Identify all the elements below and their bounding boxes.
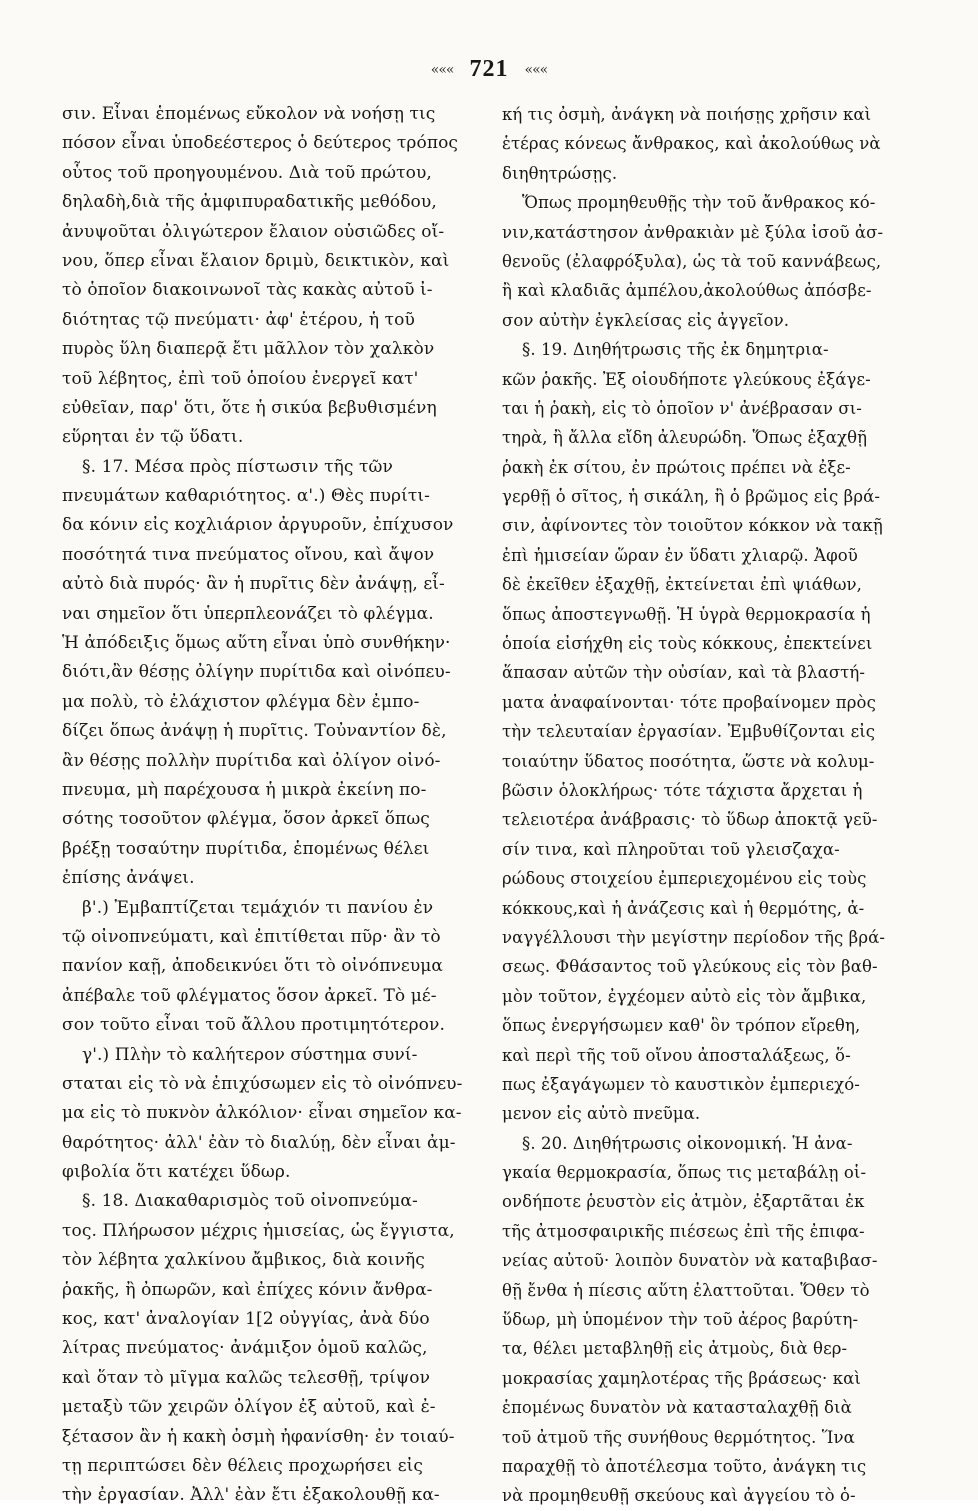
text-line: ῥακῆς, ἢ ὀπωρῶν, καὶ ἐπίχες κόνιν ἄνθρα-	[62, 1279, 433, 1300]
text-line: μα πολὺ, τὸ ἐλάχιστον φλέγμα δὲν ἐμπο-	[62, 691, 420, 712]
text-line: σίν τινα, καὶ πληροῦται τοῦ γλεισζαχα-	[502, 839, 840, 859]
text-line: δα κόνιν εἰς κοχλιάριον ἀργυροῦν, ἐπίχυσον	[62, 515, 454, 536]
text-line: ἂν θέσῃς πολλὴν πυρίτιδα καὶ ὀλίγον οἰνό-	[62, 750, 441, 771]
text-line: τοῦ ἀτμοῦ τῆς συνήθους θερμότητος. Ἵνα	[502, 1427, 855, 1447]
text-line: ξέτασον ἂν ἡ κακὴ ὀσμὴ ἠφανίσθη· ἐν τοιαύ-	[62, 1426, 455, 1447]
text-line: γ'.) Πλὴν τὸ καλήτερον σύστημα συνί-	[82, 1044, 418, 1065]
text-line: γερθῇ ὁ σῖτος, ἡ σικάλη, ἢ ὁ βρῶμος εἰς βρά-	[502, 487, 881, 507]
text-line: ἀπέβαλε τοῦ φλέγματος ὅσον ἀρκεῖ. Τὸ μέ-	[62, 985, 437, 1006]
text-line: σιν, ἀφίνοντες τὸν τοιοῦτον κόκκον νὰ τακῇ	[502, 516, 883, 536]
text-line: τὸ ὁποῖον διακοινωνοῖ τὰς κακὰς αὐτοῦ ἰ-	[62, 280, 433, 301]
text-line: λίτρας πνεύματος· ἀνάμιξον ὁμοῦ καλῶς,	[62, 1338, 428, 1359]
text-line: ὅπως ἐνεργήσωμεν καθ' ὃν τρόπον εἴρεθη,	[502, 1016, 861, 1036]
text-line: τοιαύτην ὕδατος ποσότητα, ὥστε νὰ κολυμ-	[502, 751, 875, 771]
text-line: μενον εἰς αὐτὸ πνεῦμα.	[502, 1104, 701, 1124]
text-line: παραχθῇ τὸ ἀποτέλεσμα τοῦτο, ἀνάγκη τις	[502, 1456, 867, 1476]
text-line: ἢ καὶ κλαδιᾶς ἀμπέλου,ἀκολούθως ἀπόσβε-	[502, 281, 872, 301]
text-line: πόσον εἶναι ὑποδεέστερος ὁ δεύτερος τρόπος	[62, 133, 459, 154]
text-line: τος. Πλήρωσον μέχρις ἡμισείας, ὡς ἔγγιστα,	[62, 1220, 455, 1241]
text-line: ἅπασαν αὐτῶν τὴν οὐσίαν, καὶ τὰ βλαστή-	[502, 663, 866, 683]
text-line: θενοῦς (ἐλαφρόξυλα), ὡς τὰ τοῦ καννάβεως,	[502, 251, 882, 271]
text-line: θῇ ἔνθα ἡ πίεσις αὕτη ἐλαττοῦται. Ὅθεν τὸ	[502, 1280, 870, 1300]
page-header	[0, 56, 978, 83]
text-line: §. 17. Μέσα πρὸς πίστωσιν τῆς τῶν	[82, 456, 393, 477]
text-line: τηρὰ, ἢ ἄλλα εἴδη ἀλευρώδη. Ὅπως ἐξαχθῇ	[502, 428, 868, 448]
text-line: νείας αὐτοῦ· λοιπὸν δυνατὸν νὰ καταβιβασ-	[502, 1251, 878, 1271]
text-line: ονδήποτε ῥευστὸν εἰς ἀτμὸν, ἐξαρτᾶται ἐκ	[502, 1192, 865, 1212]
text-line: πυρὸς ὕλη διαπερᾷ ἔτι μᾶλλον τὸν χαλκὸν	[62, 339, 435, 360]
text-line: ῥακὴ ἐκ σίτου, ἐν πρώτοις πρέπει νὰ ἐξε-	[502, 457, 851, 477]
text-line: τὸν λέβητα χαλκίνου ἄμβικος, διὰ κοινῆς	[62, 1250, 425, 1271]
text-line: αὐτὸ διὰ πυρός· ἂν ἡ πυρῖτις δὲν ἀνάψῃ, εἶ-	[62, 574, 445, 595]
text-line: τῆς ἀτμοσφαιρικῆς πιέσεως ἐπὶ τῆς ἐπιφα-	[502, 1221, 865, 1241]
text-line: σταται εἰς τὸ νὰ ἐπιχύσωμεν εἰς τὸ οἰνόπνευ-	[62, 1073, 463, 1094]
text-line: ἑτέρας κόνεως ἄνθρακος, καὶ ἀκολούθως νὰ	[502, 134, 881, 154]
text-line: μεταξὺ τῶν χειρῶν ὀλίγον ἐξ αὐτοῦ, καὶ ἐ-	[62, 1397, 436, 1418]
text-line: δηλαδὴ,διὰ τῆς ἀμφιπυραδατικῆς μεθόδου,	[62, 192, 437, 213]
text-line: διότι,ἂν θέσῃς ὀλίγην πυρίτιδα καὶ οἰνόπευ-	[62, 662, 451, 683]
text-line: πνευμάτων καθαριότητος. α'.) Θὲς πυρίτι-	[62, 486, 431, 507]
text-line: μα εἰς τὸ πυκνὸν ἀλκόλιον· εἶναι σημεῖον κα-	[62, 1103, 462, 1124]
text-line: εὐθεῖαν, παρ' ὅτι, ὅτε ἡ σικύα βεβυθισμένη	[62, 397, 437, 418]
ornament-right: «««	[524, 62, 548, 78]
text-line: ὁποία εἰσήχθη εἰς τοὺς κόκκους, ἐπεκτείνει	[502, 634, 873, 654]
text-line: καὶ περὶ τῆς τοῦ οἴνου ἀποσταλάξεως, ὅ-	[502, 1045, 851, 1065]
text-line: ὅπως ἀποστεγνωθῇ. Ἡ ὑγρὰ θερμοκρασία ἡ	[502, 604, 871, 624]
text-line: σεως. Φθάσαντος τοῦ γλεύκους εἰς τὸν βαθ-	[502, 957, 878, 977]
text-line: Ἡ ἀπόδειξις ὅμως αὕτη εἶναι ὑπὸ συνθήκην·	[62, 633, 451, 654]
text-line: δίζει ὅπως ἀνάψῃ ἡ πυρῖτις. Τοὐναντίον δὲ,	[62, 721, 447, 742]
text-line: πνευμα, μὴ παρέχουσα ἡ μικρὰ ἐκείνη πο-	[62, 779, 427, 800]
text-line: ται ἡ ῥακὴ, εἰς τὸ ὁποῖον ν' ἀνέβρασαν σι-	[502, 398, 862, 418]
ornament-left: «««	[430, 62, 454, 78]
text-line: εὕρηται ἐν τῷ ὕδατι.	[62, 427, 244, 448]
text-line: ὕδωρ, μὴ ὑπομένον τὴν τοῦ ἀέρος βαρύτη-	[502, 1310, 859, 1330]
text-line: σον τοῦτο εἶναι τοῦ ἄλλου προτιμητότερον.	[62, 1015, 445, 1036]
text-line: Ὅπως προμηθευθῇς τὴν τοῦ ἄνθρακος κό-	[522, 193, 876, 213]
text-line: γκαία θερμοκρασία, ὅπως τις μεταβάλῃ οἱ-	[502, 1163, 867, 1183]
text-line: διότητας τῷ πνεύματι· ἀφ' ἑτέρου, ἡ τοῦ	[62, 309, 415, 330]
text-line: τελειοτέρα ἀνάβρασις· τὸ ὕδωρ ἀποκτᾷ γεῦ-	[502, 810, 878, 830]
text-line: σιν. Εἶναι ἑπομένως εὔκολον νὰ νοήσῃ τις	[62, 104, 436, 124]
right-column	[502, 100, 920, 1511]
text-line: νὰ προμηθευθῇ σκεύους καὶ ἀγγείου τὸ ὁ-	[502, 1486, 856, 1506]
text-line: κή τις ὀσμὴ, ἀνάγκη νὰ ποιήσῃς χρῆσιν καὶ	[502, 105, 872, 124]
text-line: δὲ ἐκεῖθεν ἐξαχθῇ, ἐκτείνεται ἐπὶ ψιάθων,	[502, 575, 862, 595]
text-line: μοκρασίας χαμηλοτέρας τῆς βράσεως· καὶ	[502, 1368, 861, 1388]
text-line: τοῦ λέβητος, ἐπὶ τοῦ ὁποίου ἐνεργεῖ κατ'	[62, 368, 419, 389]
text-line: νιν,κατάστησον ἀνθρακιὰν μὲ ξύλα ἰσοῦ ἀσ-	[502, 222, 884, 242]
text-line: φιβολία ὅτι κατέχει ὕδωρ.	[62, 1162, 291, 1183]
text-line: §. 18. Διακαθαρισμὸς τοῦ οἰνοπνεύμα-	[82, 1191, 418, 1212]
text-line: ρώδους στοιχείου ἐμπεριεχομένου εἰς τοὺς	[502, 869, 867, 889]
page-number: 721	[469, 56, 509, 82]
text-line: σότης τοσοῦτον φλέγμα, ὅσον ἀρκεῖ ὅπως	[62, 809, 430, 830]
text-line: τα, θέλει μεταβληθῇ εἰς ἀτμοὺς, διὰ θερ-	[502, 1339, 848, 1359]
text-line: ἀνυψοῦται ὀλιγώτερον ἔλαιον οὐσιῶδες οἴ-	[62, 221, 445, 242]
text-line: καὶ ὅταν τὸ μῖγμα καλῶς τελεσθῇ, τρίψον	[62, 1367, 431, 1388]
text-line: οὗτος τοῦ προηγουμένου. Διὰ τοῦ πρώτου,	[62, 162, 432, 183]
text-line: νου, ὅπερ εἶναι ἔλαιον δριμὺ, δεικτικὸν, καὶ	[62, 250, 450, 271]
text-line: βῶσιν ὁλοκλήρως· τότε τάχιστα ἄρχεται ἡ	[502, 780, 863, 800]
text-line: κῶν ῥακῆς. Ἐξ οἱουδήποτε γλεύκους ἐξάγε-	[502, 369, 871, 389]
text-line: §. 19. Διηθήτρωσις τῆς ἐκ δημητρια-	[522, 340, 829, 360]
text-line: τῷ οἰνοπνεύματι, καὶ ἐπιτίθεται πῦρ· ἂν τὸ	[62, 926, 441, 947]
text-line: β'.) Ἐμβαπτίζεται τεμάχιόν τι πανίου ἐν	[82, 897, 434, 918]
text-line: §. 20. Διηθήτρωσις οἰκονομική. Ἡ ἀνα-	[522, 1133, 853, 1153]
text-line: τὴν τελευταίαν ἐργασίαν. Ἐμβυθίζονται εἰς	[502, 722, 876, 742]
text-line: θαρότητος· ἀλλ' ἐὰν τὸ διαλύῃ, δὲν εἶναι ἀμ-	[62, 1132, 456, 1153]
text-line: κος, κατ' ἀναλογίαν 1[2 οὐγγίας, ἀνὰ δύο	[62, 1309, 430, 1330]
text-line: ἐπίσης ἀνάψει.	[62, 868, 195, 889]
text-line: κόκκους,καὶ ἡ ἀνάζεσις καὶ ἡ θερμότης, ἀ-	[502, 898, 865, 918]
left-column	[62, 100, 490, 1511]
text-line: μὸν τοῦτον, ἐγχέομεν αὐτὸ εἰς τὸν ἄμβικα,	[502, 986, 867, 1006]
text-line: πανίον καῇ, ἀποδεικνύει ὅτι τὸ οἰνόπνευμα	[62, 956, 443, 977]
text-line: διηθητρώσῃς.	[502, 163, 618, 183]
text-line: ματα ἀναφαίνονται· τότε προβαίνομεν πρὸς	[502, 692, 876, 712]
text-line: τὴν ἐργασίαν. Ἀλλ' ἐὰν ἔτι ἐξακολουθῇ κα-	[62, 1485, 440, 1506]
text-line: ποσότητά τινα πνεύματος οἴνου, καὶ ἄψον	[62, 544, 435, 565]
text-line: πως ἐξαγάγωμεν τὸ καυστικὸν ἐμπεριεχό-	[502, 1074, 860, 1094]
text-line: ναγγέλλουσι τὴν μεγίστην περίοδον τῆς βρά-	[502, 927, 886, 947]
text-line: τῃ περιπτώσει δὲν θέλεις προχωρήσει εἰς	[62, 1455, 423, 1476]
text-line: ναι σημεῖον ὅτι ὑπερπλεονάζει τὸ φλέγμα.	[62, 603, 434, 624]
text-line: βρέξῃ τοσαύτην πυρίτιδα, ἑπομένως θέλει	[62, 838, 430, 859]
text-line: ἑπομένως δυνατὸν νὰ κατασταλαχθῇ διὰ	[502, 1398, 852, 1418]
text-line: σον αὐτὴν ἐγκλείσας εἰς ἀγγεῖον.	[502, 310, 790, 330]
text-line: ἐπὶ ἡμισείαν ὥραν ἐν ὕδατι χλιαρῷ. Ἀφοῦ	[502, 545, 858, 565]
